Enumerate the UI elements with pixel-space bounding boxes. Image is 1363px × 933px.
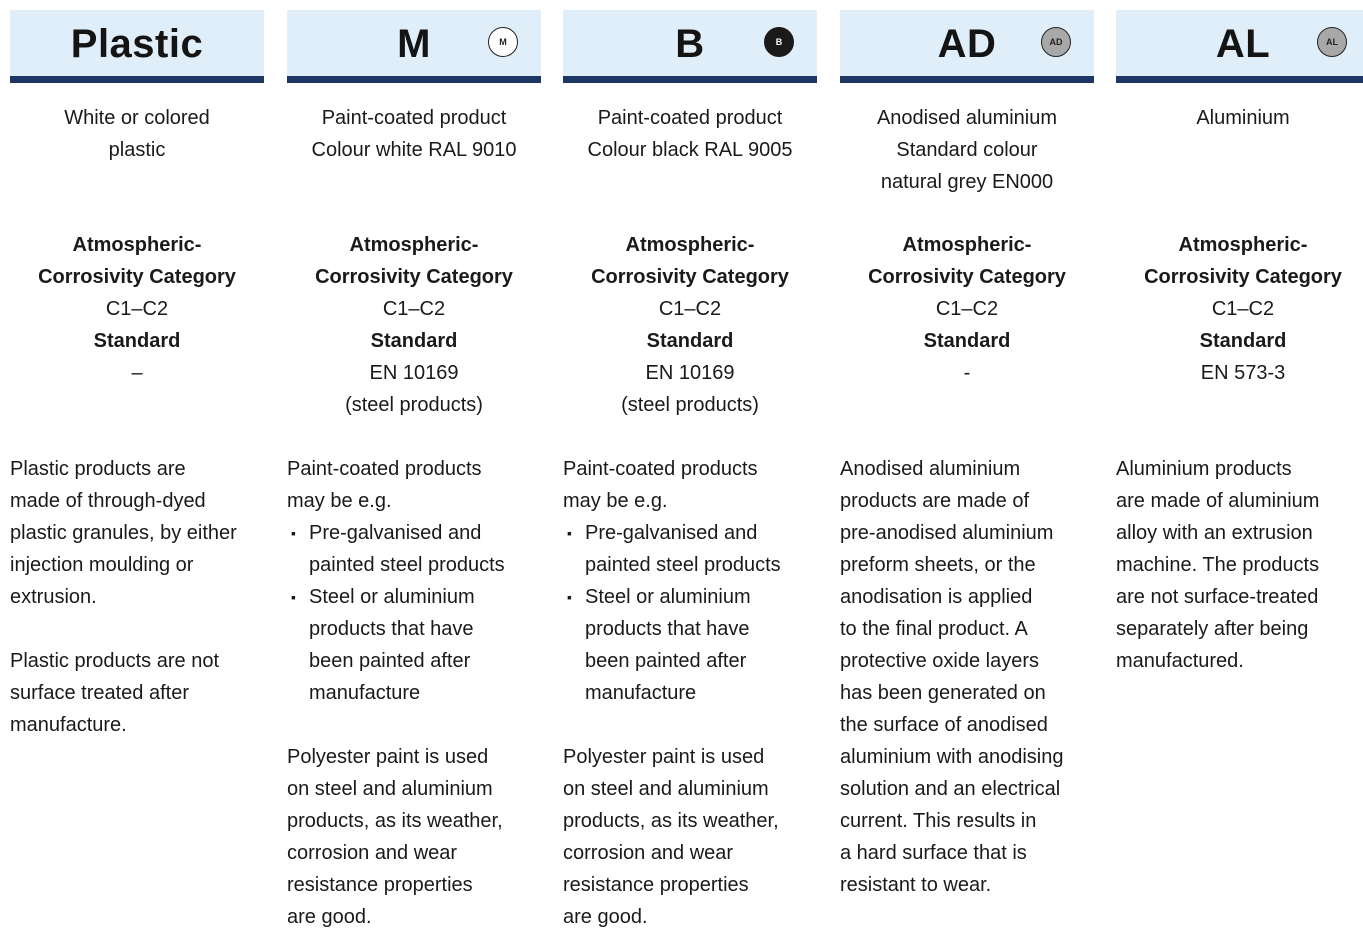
standard-value [834,357,1100,389]
label-line: Atmospheric- [349,234,479,256]
corrosivity-category-label [4,229,270,293]
details-line: Aluminium products [1116,458,1292,480]
list-item [563,517,817,581]
label-line: Corrosivity Category [591,266,789,288]
details-line: resistant to wear. [840,874,992,896]
corrosivity-category-value: C1–C2 [105,298,169,320]
details-intro [563,453,817,517]
description-line: Aluminium [1196,107,1290,129]
details-line: been painted after [309,650,471,672]
label-line: Corrosivity Category [38,266,236,288]
details-line: a hard surface that is [840,842,1027,864]
details-intro [840,453,1094,901]
details-line: corrosion and wear [563,842,734,864]
details-line: are made of aluminium [1116,490,1320,512]
details-line: ▪ Pre-galvanised and [309,522,482,544]
details-line: products, as its weather, [287,810,503,832]
standard-value [1110,357,1363,389]
corrosivity-category-value: C1–C2 [658,298,722,320]
specification-block [557,229,823,421]
description-line: natural grey EN000 [880,171,1054,193]
details-line: extrusion. [10,586,97,608]
details-line: Paint-coated products [287,458,482,480]
finish-details [10,453,264,741]
standard-value [557,357,823,421]
finish-details [287,453,541,933]
finish-code-badge-icon: M [488,27,518,57]
corrosivity-category-value: C1–C2 [1211,298,1275,320]
description-line: Colour black RAL 9005 [587,139,793,161]
details-line: the surface of anodised [840,714,1048,736]
details-intro [1116,453,1363,677]
description-line: Paint-coated product [321,107,507,129]
details-outro [563,741,817,933]
label-line: Atmospheric- [902,234,1032,256]
details-line: surface treated after [10,682,189,704]
details-line: products that have [309,618,474,640]
finish-code-badge-icon: AD [1041,27,1071,57]
finish-description [10,102,264,166]
details-line: has been generated on [840,682,1046,704]
standard-label: Standard [370,330,458,352]
details-line: manufacture. [10,714,127,736]
details-line: on steel and aluminium [287,778,493,800]
finish-column-b [563,10,817,928]
list-item [563,581,817,709]
list-item [287,581,541,709]
details-intro [287,453,541,517]
details-line: been painted after [585,650,747,672]
standard-value-line: (steel products) [621,394,759,416]
finish-description [563,102,817,166]
standard-label: Standard [923,330,1011,352]
details-line: Polyester paint is used [563,746,765,768]
standard-value-line: EN 10169 [645,362,735,384]
details-line: resistance properties [563,874,749,896]
label-line: Atmospheric- [72,234,202,256]
description-line: Paint-coated product [597,107,783,129]
label-line: Atmospheric- [625,234,755,256]
specification-block [281,229,547,421]
finish-details [563,453,817,933]
details-line: Polyester paint is used [287,746,489,768]
details-line: painted steel products [585,554,781,576]
details-line: anodisation is applied [840,586,1033,608]
column-header [840,10,1094,83]
details-line: are good. [563,906,648,928]
details-line: manufactured. [1116,650,1244,672]
description-line: plastic [108,139,166,161]
corrosivity-category-value: C1–C2 [382,298,446,320]
description-line: Colour white RAL 9010 [311,139,517,161]
details-line: manufacture [309,682,421,704]
finish-column-al [1116,10,1363,672]
details-outro [287,741,541,933]
details-line: ▪ Pre-galvanised and [585,522,758,544]
details-line: Anodised aluminium [840,458,1021,480]
column-header [287,10,541,83]
finish-description [287,102,541,166]
description-line: Standard colour [896,139,1038,161]
details-line: may be e.g. [563,490,668,512]
details-line: aluminium with anodising [840,746,1064,768]
standard-value-line: – [131,362,143,384]
standard-value-line: EN 573-3 [1200,362,1286,384]
corrosivity-category-value: C1–C2 [935,298,999,320]
finish-code-badge-icon: B [764,27,794,57]
standard-value [4,357,270,389]
column-title: AD [937,22,997,66]
details-line: painted steel products [309,554,505,576]
standard-value-line: EN 10169 [369,362,459,384]
finish-details [840,453,1094,901]
list-item [287,517,541,581]
finish-details [1116,453,1363,677]
description-line: Anodised aluminium [876,107,1058,129]
standard-value [281,357,547,421]
details-line: ▪ Steel or aluminium [309,586,475,608]
finish-column-m [287,10,541,928]
details-line: plastic granules, by either [10,522,237,544]
specification-block [834,229,1100,389]
details-line: alloy with an extrusion [1116,522,1313,544]
details-line: current. This results in [840,810,1037,832]
details-line: resistance properties [287,874,473,896]
description-line: White or colored [64,107,210,129]
details-line: preform sheets, or the [840,554,1036,576]
corrosivity-category-label [834,229,1100,293]
specification-block [1110,229,1363,389]
standard-value-line: (steel products) [345,394,483,416]
standard-label: Standard [646,330,734,352]
standard-label: Standard [1199,330,1287,352]
corrosivity-category-label [1110,229,1363,293]
details-line: made of through-dyed [10,490,206,512]
column-title: Plastic [70,22,204,66]
details-line: pre-anodised aluminium [840,522,1054,544]
standard-label: Standard [93,330,181,352]
label-line: Corrosivity Category [315,266,513,288]
column-title: M [397,22,431,66]
details-line: Plastic products are [10,458,186,480]
label-line: Corrosivity Category [868,266,1066,288]
details-line: manufacture [585,682,697,704]
corrosivity-category-label [281,229,547,293]
column-title: B [675,22,705,66]
details-line: protective oxide layers [840,650,1039,672]
details-line: machine. The products [1116,554,1320,576]
details-line: are good. [287,906,372,928]
details-line: are not surface-treated [1116,586,1319,608]
column-header [10,10,264,83]
column-header [1116,10,1363,83]
details-line: products, as its weather, [563,810,779,832]
finish-column-plastic [10,10,264,736]
finish-description [1116,102,1363,134]
finish-description [840,102,1094,198]
details-line: Plastic products are not [10,650,219,672]
details-line: injection moulding or [10,554,194,576]
details-line: corrosion and wear [287,842,458,864]
details-line: Paint-coated products [563,458,758,480]
label-line: Corrosivity Category [1144,266,1342,288]
finish-column-ad [840,10,1094,896]
details-intro [10,453,264,613]
details-bullet-list [563,517,817,709]
corrosivity-category-label [557,229,823,293]
details-line: on steel and aluminium [563,778,769,800]
column-title: AL [1215,22,1271,66]
details-line: may be e.g. [287,490,392,512]
standard-value-line: - [963,362,971,384]
details-outro [10,645,264,741]
details-line: to the final product. A [840,618,1028,640]
details-line: separately after being [1116,618,1309,640]
specification-block [4,229,270,389]
finish-code-badge-icon: AL [1317,27,1347,57]
details-line: products are made of [840,490,1029,512]
label-line: Atmospheric- [1178,234,1308,256]
column-header [563,10,817,83]
details-line: products that have [585,618,750,640]
details-line: ▪ Steel or aluminium [585,586,751,608]
details-bullet-list [287,517,541,709]
details-line: solution and an electrical [840,778,1061,800]
